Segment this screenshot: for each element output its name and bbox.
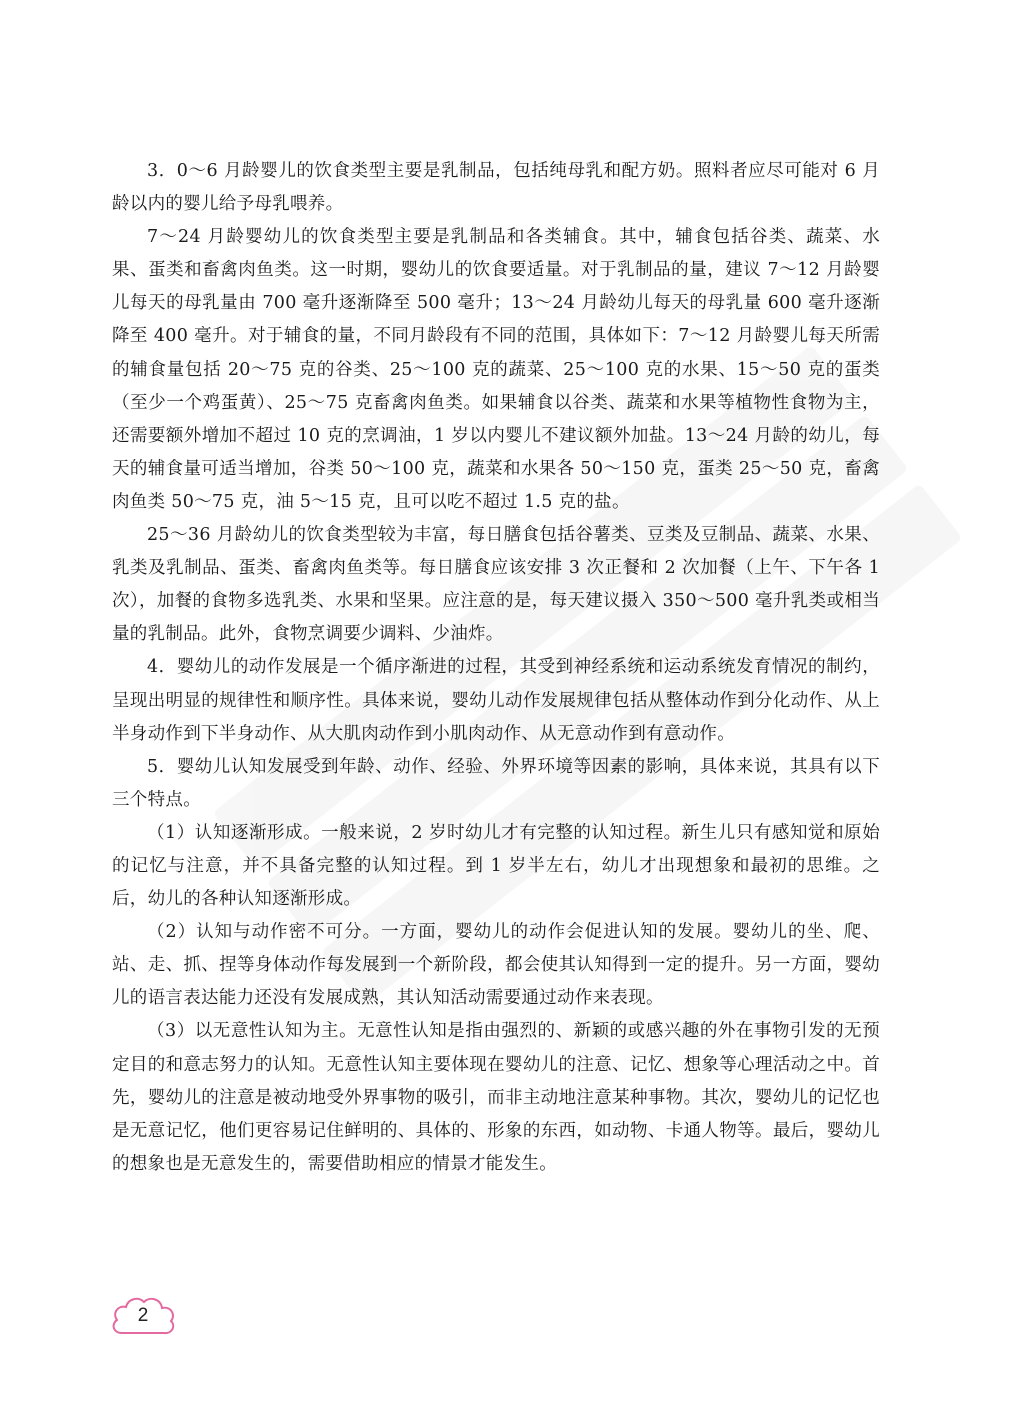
page-number-badge bbox=[108, 1293, 178, 1339]
paragraph-diet-7-24-months: 7～24 月龄婴幼儿的饮食类型主要是乳制品和各类辅食。其中，辅食包括谷类、蔬菜、水果、蛋类和畜禽肉鱼类。这一时期，婴幼儿的饮食要适量。对于乳制品的量，建议 7～12 月龄婴儿每天的母乳量由 700 毫升逐渐降至 500 毫升；13～24 月龄幼儿每天的母乳量 600 毫升逐渐降至 400 毫升。对于辅食的量，不同月龄段有不同的范围，具体如下：7～12 月龄婴儿每天所需的辅食量包括 20～75 克的谷类、25～100 克的蔬菜、25～100 克的水果、15～50 克的蛋类（至少一个鸡蛋黄）、25～75 克畜禽肉鱼类。如果辅食以谷类、蔬菜和水果等植物性食物为主，还需要额外增加不超过 10 克的烹调油，1 岁以内婴儿不建议额外加盐。13～24 月龄的幼儿，每天的辅食量可适当增加，谷类 50～100 克，蔬菜和水果各 50～150 克，蛋类 25～50 克，畜禽肉鱼类 50～75 克，油 5～15 克，且可以吃不超过 1.5 克的盐。 bbox=[112, 227, 880, 512]
paragraph-diet-25-36-months: 25～36 月龄幼儿的饮食类型较为丰富，每日膳食包括谷薯类、豆类及豆制品、蔬菜、水果、乳类及乳制品、蛋类、畜禽肉鱼类等。每日膳食应该安排 3 次正餐和 2 次加餐（上午、下午各 1 次），加餐的食物多选乳类、水果和坚果。应注意的是，每天建议摄入 350～500 毫升乳类或相当量的乳制品。此外，食物烹调要少调料、少油炸。 bbox=[112, 525, 880, 645]
page-number: 2 bbox=[137, 1305, 149, 1326]
paragraph-diet-0-6-months: 3．0～6 月龄婴儿的饮食类型主要是乳制品，包括纯母乳和配方奶。照料者应尽可能对 6 月龄以内的婴儿给予母乳喂养。 bbox=[112, 161, 880, 215]
paragraph-motor-development: 4．婴幼儿的动作发展是一个循序渐进的过程，其受到神经系统和运动系统发育情况的制约，呈现出明显的规律性和顺序性。具体来说，婴幼儿动作发展规律包括从整体动作到分化动作、从上半身动作到下半身动作、从大肌肉动作到小肌肉动作、从无意动作到有意动作。 bbox=[112, 657, 880, 744]
paragraph-cognitive-development: 5．婴幼儿认知发展受到年龄、动作、经验、外界环境等因素的影响，具体来说，其具有以下三个特点。 bbox=[112, 756, 880, 810]
page-body bbox=[112, 155, 880, 1181]
paragraph-cognition-point-3: （3）以无意性认知为主。无意性认知是指由强烈的、新颖的或感兴趣的外在事物引发的无预定目的和意志努力的认知。无意性认知主要体现在婴幼儿的注意、记忆、想象等心理活动之中。首先，婴幼儿的注意是被动地受外界事物的吸引，而非主动地注意某种事物。其次，婴幼儿的记忆也是无意记忆，他们更容易记住鲜明的、具体的、形象的东西，如动物、卡通人物等。最后，婴幼儿的想象也是无意发生的，需要借助相应的情景才能发生。 bbox=[112, 1021, 880, 1174]
paragraph-cognition-point-1: （1）认知逐渐形成。一般来说，2 岁时幼儿才有完整的认知过程。新生儿只有感知觉和原始的记忆与注意，并不具备完整的认知过程。到 1 岁半左右，幼儿才出现想象和最初的思维。之后，幼儿的各种认知逐渐形成。 bbox=[112, 822, 880, 910]
paragraph-cognition-point-2: （2）认知与动作密不可分。一方面，婴幼儿的动作会促进认知的发展。婴幼儿的坐、爬、站、走、抓、捏等身体动作每发展到一个新阶段，都会使其认知得到一定的提升。另一方面，婴幼儿的语言表达能力还没有发展成熟，其认知活动需要通过动作来表现。 bbox=[112, 922, 880, 1009]
